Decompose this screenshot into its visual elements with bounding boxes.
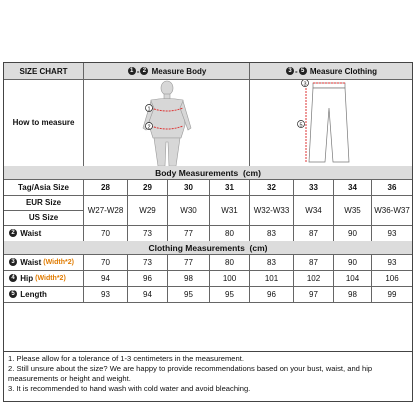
eur-us-cell: W34 — [294, 195, 334, 225]
eur-us-cell: W29 — [128, 195, 168, 225]
body-marker-1: 1 — [146, 106, 151, 112]
cloth-waist-label — [4, 254, 84, 270]
waist-text: Waist — [20, 228, 42, 238]
cloth-length-label — [4, 286, 84, 302]
diagram-row — [4, 79, 412, 166]
eur-us-cell: W32-W33 — [250, 195, 294, 225]
cloth-length-cell: 97 — [294, 286, 334, 302]
step-badge: 4 — [9, 274, 17, 282]
step-badge: 3 — [9, 258, 17, 266]
body-waist-cell: 77 — [168, 225, 210, 241]
clothing-diagram-cell — [250, 79, 412, 166]
body-waist-label — [4, 225, 84, 241]
header-row — [4, 63, 412, 79]
measure-body-heading: 1 - 2 Measure Body — [84, 63, 250, 79]
eur-us-cell: W36-W37 — [374, 205, 410, 215]
eur-us-label-cell — [4, 195, 84, 225]
size-cell: 33 — [294, 179, 334, 195]
body-waist-cell: 87 — [294, 225, 334, 241]
size-cell: 29 — [128, 179, 168, 195]
step-badge: 5 — [9, 290, 17, 298]
measure-clothing-heading: 3 - 5 Measure Clothing — [250, 63, 412, 79]
cloth-length-cell: 99 — [387, 289, 397, 299]
cloth-hip-cell: 106 — [385, 273, 399, 283]
cloth-length-row — [4, 286, 412, 302]
step-badge: 1 — [128, 67, 136, 75]
size-cell: 31 — [210, 179, 250, 195]
cloth-hip-label — [4, 270, 84, 286]
size-cell: 30 — [168, 179, 210, 195]
clothing-measurements-section — [4, 241, 412, 254]
cloth-length-cell: 95 — [210, 286, 250, 302]
pants-illustration — [291, 80, 371, 166]
body-waist-cell: 70 — [84, 225, 128, 241]
cloth-hip-cell: 98 — [168, 270, 210, 286]
body-measurements-title: Body Measurements (cm) — [155, 167, 261, 178]
note-3: 3. It is recommended to hand wash with cold water and avoid bleaching. — [8, 384, 251, 393]
body-waist-cell: 93 — [387, 228, 397, 238]
hip-text: Hip — [20, 273, 34, 283]
cloth-length-cell: 96 — [250, 286, 294, 302]
cloth-length-cell: 94 — [128, 286, 168, 302]
size-cell: 32 — [250, 179, 294, 195]
body-measurements-section — [4, 166, 412, 179]
cloth-waist-cell: 80 — [210, 254, 250, 270]
body-marker-2: 2 — [146, 124, 151, 130]
eur-us-cell: W27-W28 — [84, 195, 128, 225]
width-note: (Width*2) — [35, 274, 66, 282]
cloth-length-cell: 98 — [334, 286, 372, 302]
cloth-waist-cell: 70 — [84, 254, 128, 270]
cloth-hip-cell: 102 — [294, 270, 334, 286]
cloth-waist-cell: 73 — [128, 254, 168, 270]
note-2: 2. Still unsure about the size? We are happy to provide recommendations based on your bust, waist, and hip measurements or height and weight. — [8, 364, 373, 383]
us-size-label: US Size — [28, 212, 59, 222]
step-badge: 2 — [9, 229, 17, 237]
body-waist-cell: 83 — [250, 225, 294, 241]
eur-us-cell: W31 — [210, 195, 250, 225]
measure-body-label: Measure Body — [151, 66, 207, 76]
body-waist-cell: 80 — [210, 225, 250, 241]
length-text: Length — [20, 289, 47, 299]
eur-us-cell: W30 — [168, 195, 210, 225]
body-figure-illustration — [127, 80, 207, 166]
step-badge: 2 — [140, 67, 148, 75]
tag-size-row — [4, 179, 412, 195]
tag-size-label: Tag/Asia Size — [4, 179, 84, 195]
cloth-waist-cell: 93 — [387, 257, 397, 267]
clothing-measurements-title: Clothing Measurements (cm) — [148, 242, 268, 253]
width-note: (Width*2) — [43, 258, 74, 266]
step-badge: 3 — [286, 67, 294, 75]
cloth-hip-cell: 101 — [250, 270, 294, 286]
body-waist-cell: 73 — [128, 225, 168, 241]
cloth-marker-3: 3 — [303, 81, 307, 87]
cloth-hip-cell: 104 — [334, 270, 372, 286]
cloth-hip-cell: 94 — [84, 270, 128, 286]
body-diagram-cell — [84, 79, 250, 166]
cloth-hip-row — [4, 270, 412, 286]
body-waist-row — [4, 225, 412, 241]
cloth-waist-cell: 83 — [250, 254, 294, 270]
cloth-marker-5: 5 — [299, 122, 303, 128]
cloth-waist-cell: 77 — [168, 254, 210, 270]
size-cell: 36 — [387, 182, 397, 192]
size-chart-title: SIZE CHART — [4, 63, 84, 79]
size-cell: 28 — [84, 179, 128, 195]
size-chart-table — [3, 62, 413, 352]
cloth-waist-cell: 90 — [334, 254, 372, 270]
body-waist-cell: 90 — [334, 225, 372, 241]
eur-us-row — [4, 195, 412, 225]
eur-size-label: EUR Size — [25, 197, 62, 207]
eur-us-cell: W35 — [334, 195, 372, 225]
cloth-length-cell: 95 — [168, 286, 210, 302]
waist-text: Waist — [20, 257, 42, 267]
cloth-hip-cell: 100 — [210, 270, 250, 286]
size-cell: 34 — [334, 179, 372, 195]
cloth-length-cell: 93 — [84, 286, 128, 302]
cloth-hip-cell: 96 — [128, 270, 168, 286]
note-1: 1. Please allow for a tolerance of 1-3 centimeters in the measurement. — [8, 354, 244, 363]
notes-box — [3, 352, 413, 402]
cloth-waist-row — [4, 254, 412, 270]
step-badge: 5 — [299, 67, 307, 75]
measure-clothing-label: Measure Clothing — [309, 66, 378, 76]
cloth-waist-cell: 87 — [294, 254, 334, 270]
how-to-measure-label: How to measure — [4, 79, 84, 166]
